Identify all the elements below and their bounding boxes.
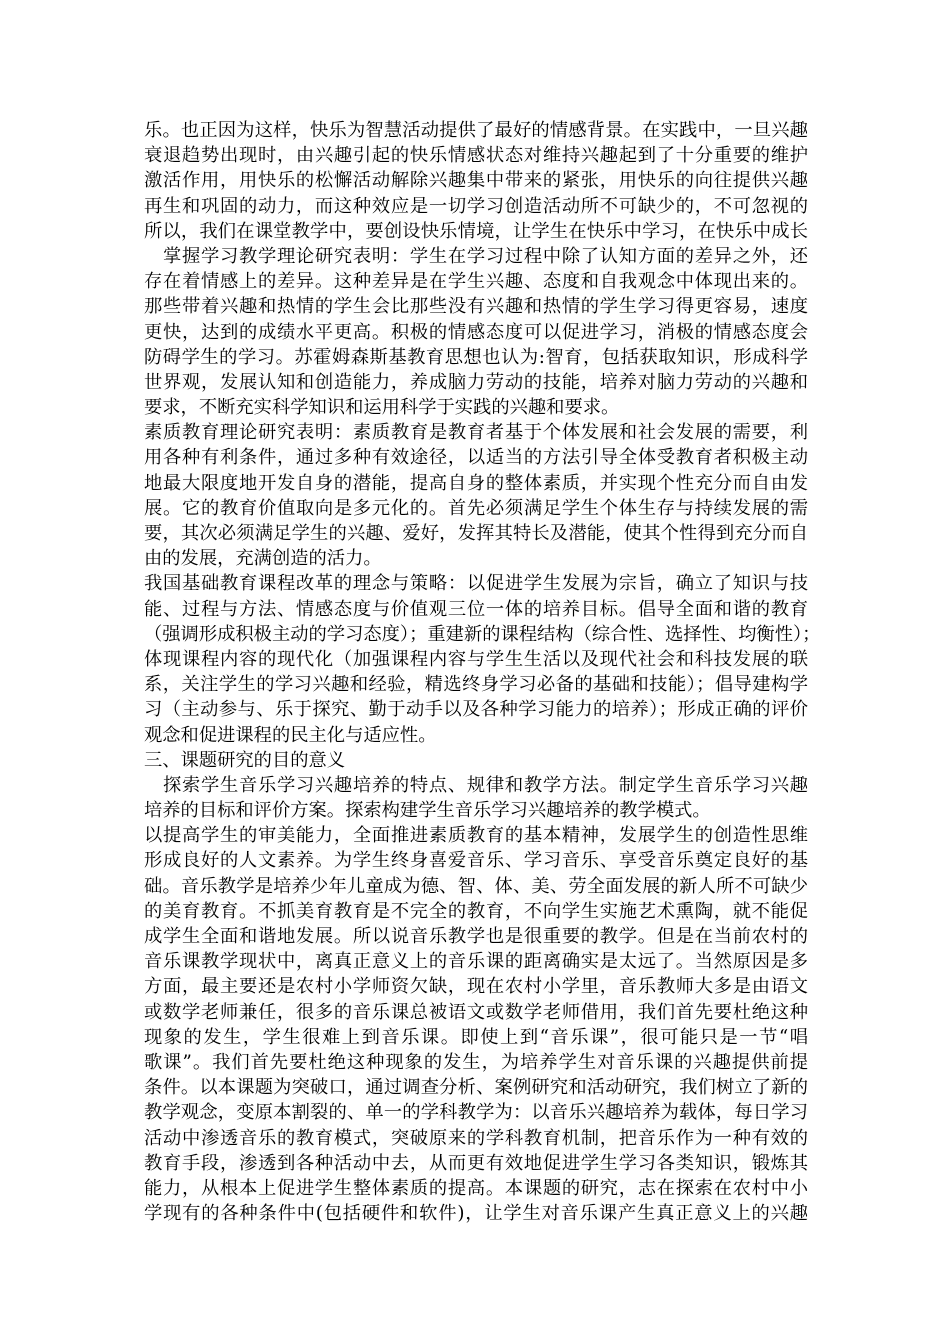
text-line: 条件。以本课题为突破口，通过调查分析、案例研究和活动研究，我们树立了新的 bbox=[144, 1077, 808, 1099]
text-line: 础。音乐教学是培养少年儿童成为德、智、体、美、劳全面发展的新人所不可缺少 bbox=[144, 875, 808, 897]
text-line: 掌握学习教学理论研究表明：学生在学习过程中除了认知方面的差异之外，还 bbox=[144, 245, 808, 267]
text-line: 教育手段，渗透到各种活动中去，从而更有效地促进学生学习各类知识，锻炼其 bbox=[144, 1152, 808, 1174]
text-line: 乐。也正因为这样，快乐为智慧活动提供了最好的情感背景。在实践中，一旦兴趣 bbox=[144, 120, 808, 141]
text-line: 用各种有利条件，通过多种有效途径，以适当的方法引导全体受教育者积极主动 bbox=[144, 447, 808, 469]
text-line: 习（主动参与、乐于探究、勤于动手以及各种学习能力的培养）；形成正确的评价 bbox=[144, 699, 808, 721]
text-line: （强调形成积极主动的学习态度）；重建新的课程结构（综合性、选择性、均衡性）； bbox=[144, 623, 821, 645]
document-body bbox=[144, 118, 821, 1226]
text-line: 三、课题研究的目的意义 bbox=[144, 749, 346, 771]
text-line: 音乐课教学现状中，离真正意义上的音乐课的距离确实是太远了。当然原因是多 bbox=[144, 951, 808, 973]
text-line: 或数学老师兼任，很多的音乐课总被语文或数学老师借用，我们首先要杜绝这种 bbox=[144, 1001, 808, 1023]
text-line: 成学生全面和谐地发展。所以说音乐教学也是很重要的教学。但是在当前农村的 bbox=[144, 926, 808, 947]
text-line: 观念和促进课程的民主化与适应性。 bbox=[144, 724, 437, 746]
text-line: 那些带着兴趣和热情的学生会比那些没有兴趣和热情的学生学习得更容易，速度 bbox=[144, 296, 808, 318]
text-line: 所以，我们在课堂教学中，要创设快乐情境，让学生在快乐中学习，在快乐中成长 bbox=[144, 220, 808, 242]
text-line: 系，关注学生的学习兴趣和经验，精选终身学习必备的基础和技能）；倡导建构学 bbox=[144, 674, 808, 696]
text-line: 形成良好的人文素养。为学生终身喜爱音乐、学习音乐、享受音乐奠定良好的基 bbox=[144, 850, 808, 872]
text-line: 世界观，发展认知和创造能力，养成脑力劳动的技能，培养对脑力劳动的兴趣和 bbox=[144, 371, 808, 393]
text-line: 激活作用，用快乐的松懈活动解除兴趣集中带来的紧张，用快乐的向往提供兴趣 bbox=[144, 170, 808, 192]
text-line: 防碍学生的学习。苏霍姆森斯基教育思想也认为:智育，包括获取知识，形成科学 bbox=[144, 346, 808, 368]
text-line: 以提高学生的审美能力，全面推进素质教育的基本精神，发展学生的创造性思维 bbox=[144, 825, 808, 847]
text-line: 更快，达到的成绩水平更高。积极的情感态度可以促进学习，消极的情感态度会 bbox=[144, 321, 808, 343]
text-line: 要求，不断充实科学知识和运用科学于实践的兴趣和要求。 bbox=[144, 397, 620, 419]
text-line: 体现课程内容的现代化（加强课程内容与学生生活以及现代社会和科技发展的联 bbox=[144, 648, 808, 670]
text-line: 存在着情感上的差异。这种差异是在学生兴趣、态度和自我观念中体现出来的。 bbox=[144, 271, 808, 293]
text-line: 探索学生音乐学习兴趣培养的特点、规律和教学方法。制定学生音乐学习兴趣 bbox=[144, 774, 808, 796]
text-line: 现象的发生，学生很难上到音乐课。即使上到“音乐课”，很可能只是一节“唱 bbox=[144, 1026, 808, 1048]
text-line: 我国基础教育课程改革的理念与策略：以促进学生发展为宗旨，确立了知识与技 bbox=[144, 573, 808, 595]
text-line: 活动中渗透音乐的教育模式，突破原来的学科教育机制，把音乐作为一种有效的 bbox=[144, 1127, 808, 1149]
text-line: 培养的目标和评价方案。探索构建学生音乐学习兴趣培养的教学模式。 bbox=[144, 800, 711, 822]
text-line: 方面，最主要还是农村小学师资欠缺，现在农村小学里，音乐教师大多是由语文 bbox=[144, 976, 808, 998]
text-line: 再生和巩固的动力，而这种效应是一切学习创造活动所不可缺少的，不可忽视的 bbox=[144, 195, 808, 217]
text-line: 素质教育理论研究表明：素质教育是教育者基于个体发展和社会发展的需要，利 bbox=[144, 422, 808, 444]
text-line: 由的发展，充满创造的活力。 bbox=[144, 548, 382, 570]
text-line: 的美育教育。不抓美育教育是不完全的教育，不向学生实施艺术熏陶，就不能促 bbox=[144, 900, 808, 922]
text-line: 地最大限度地开发自身的潜能，提高自身的整体素质，并实现个性充分而自由发 bbox=[144, 472, 808, 494]
text-line: 能、过程与方法、情感态度与价值观三位一体的培养目标。倡导全面和谐的教育 bbox=[144, 598, 808, 620]
text-line: 衰退趋势出现时，由兴趣引起的快乐情感状态对维持兴趣起到了十分重要的维护 bbox=[144, 145, 808, 167]
text-line: 教学观念，变原本割裂的、单一的学科教学为：以音乐兴趣培养为载体，每日学习 bbox=[144, 1102, 808, 1124]
text-line: 歌课”。我们首先要杜绝这种现象的发生，为培养学生对音乐课的兴趣提供前提 bbox=[144, 1051, 808, 1073]
text-line: 能力，从根本上促进学生整体素质的提高。本课题的研究，志在探索在农村中小 bbox=[144, 1177, 808, 1199]
text-line: 要，其次必须满足学生的兴趣、爱好，发挥其特长及潜能，使其个性得到充分而自 bbox=[144, 523, 808, 544]
text-line: 展。它的教育价值取向是多元化的。首先必须满足学生个体生存与持续发展的需 bbox=[144, 497, 808, 519]
text-line: 学现有的各种条件中(包括硬件和软件)，让学生对音乐课产生真正意义上的兴趣 bbox=[144, 1203, 808, 1225]
